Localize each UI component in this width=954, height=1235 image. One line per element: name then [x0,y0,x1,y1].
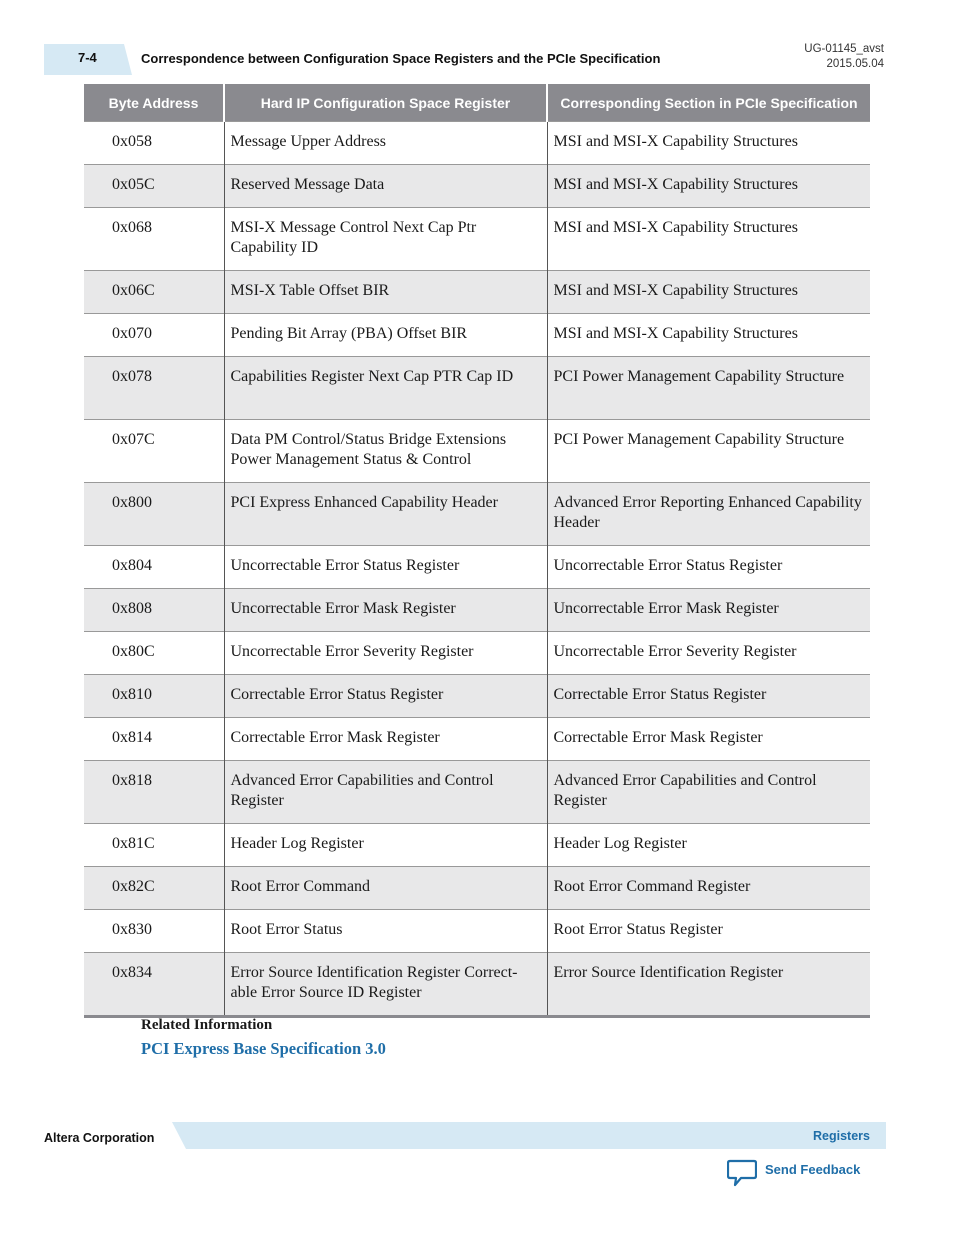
speech-bubble-icon[interactable] [727,1159,757,1187]
cell-byte-address: 0x800 [84,483,224,546]
table-row [84,420,870,483]
table-row [84,122,870,165]
cell-register: Correctable Error Mask Register [224,718,547,761]
cell-spec-section: MSI and MSI-X Capability Structures [547,122,870,165]
cell-byte-address: 0x804 [84,546,224,589]
cell-byte-address: 0x80C [84,632,224,675]
cell-spec-section: Uncorrectable Error Severity Register [547,632,870,675]
cell-byte-address: 0x05C [84,165,224,208]
table-header-row [84,84,870,122]
cell-spec-section: MSI and MSI-X Capability Structures [547,208,870,271]
document-date: 2015.05.04 [826,58,884,70]
cell-register: Capabilities Register Next Cap PTR Cap ID [224,357,547,420]
cell-byte-address: 0x830 [84,910,224,953]
cell-byte-address: 0x070 [84,314,224,357]
column-header-register: Hard IP Configuration Space Register [224,84,547,122]
footer-section-link[interactable]: Registers [813,1129,870,1143]
table-row [84,314,870,357]
cell-byte-address: 0x814 [84,718,224,761]
cell-spec-section: Uncorrectable Error Mask Register [547,589,870,632]
footer-band [172,1122,886,1149]
document-id-block [804,42,884,72]
cell-byte-address: 0x058 [84,122,224,165]
cell-byte-address: 0x06C [84,271,224,314]
page-title: Correspondence between Configuration Space Registers and the PCIe Specification [141,51,661,66]
cell-register: MSI-X Message Control Next Cap Ptr Capability ID [224,208,547,271]
cell-register: Uncorrectable Error Mask Register [224,589,547,632]
cell-register: Correctable Error Status Register [224,675,547,718]
table-row [84,483,870,546]
cell-spec-section: MSI and MSI-X Capability Structures [547,165,870,208]
table-row [84,953,870,1017]
cell-byte-address: 0x82C [84,867,224,910]
cell-spec-section: Root Error Status Register [547,910,870,953]
cell-register: PCI Express Enhanced Capability Header [224,483,547,546]
cell-register: Uncorrectable Error Status Register [224,546,547,589]
page-number: 7-4 [78,50,97,65]
cell-spec-section: Correctable Error Status Register [547,675,870,718]
cell-byte-address: 0x078 [84,357,224,420]
table-row [84,208,870,271]
cell-register: Error Source Identification Register Correct-able Error Source ID Register [224,953,547,1017]
cell-spec-section: Uncorrectable Error Status Register [547,546,870,589]
cell-byte-address: 0x068 [84,208,224,271]
cell-byte-address: 0x808 [84,589,224,632]
cell-byte-address: 0x818 [84,761,224,824]
cell-spec-section: Header Log Register [547,824,870,867]
cell-spec-section: MSI and MSI-X Capability Structures [547,271,870,314]
table-row [84,761,870,824]
cell-register: MSI-X Table Offset BIR [224,271,547,314]
table-row [84,589,870,632]
cell-spec-section: PCI Power Management Capability Structure [547,357,870,420]
cell-byte-address: 0x07C [84,420,224,483]
document-id: UG-01145_avst [804,43,884,55]
cell-spec-section: Advanced Error Reporting Enhanced Capability Header [547,483,870,546]
table-row [84,632,870,675]
table-row [84,675,870,718]
table-row [84,165,870,208]
cell-register: Reserved Message Data [224,165,547,208]
table-row [84,824,870,867]
cell-spec-section: Error Source Identification Register [547,953,870,1017]
cell-register: Header Log Register [224,824,547,867]
table-row [84,271,870,314]
cell-register: Data PM Control/Status Bridge Extensions Power Management Status & Control [224,420,547,483]
cell-spec-section: Correctable Error Mask Register [547,718,870,761]
cell-spec-section: Advanced Error Capabilities and Control Register [547,761,870,824]
footer-company: Altera Corporation [44,1131,155,1145]
column-header-byte-address: Byte Address [84,84,224,122]
related-information-label: Related Information [141,1017,273,1033]
cell-spec-section: Root Error Command Register [547,867,870,910]
cell-byte-address: 0x81C [84,824,224,867]
table-row [84,546,870,589]
register-table [84,84,870,1018]
table-row [84,718,870,761]
cell-spec-section: MSI and MSI-X Capability Structures [547,314,870,357]
table-row [84,867,870,910]
cell-register: Pending Bit Array (PBA) Offset BIR [224,314,547,357]
cell-register: Uncorrectable Error Severity Register [224,632,547,675]
cell-register: Advanced Error Capabilities and Control Register [224,761,547,824]
cell-spec-section: PCI Power Management Capability Structure [547,420,870,483]
cell-register: Root Error Status [224,910,547,953]
cell-register: Root Error Command [224,867,547,910]
column-header-spec-section: Corresponding Section in PCIe Specification [547,84,870,122]
send-feedback-link[interactable]: Send Feedback [765,1162,861,1177]
table-row [84,357,870,420]
cell-register: Message Upper Address [224,122,547,165]
cell-byte-address: 0x810 [84,675,224,718]
pcie-base-spec-link[interactable]: PCI Express Base Specification 3.0 [141,1039,386,1058]
table-row [84,910,870,953]
cell-byte-address: 0x834 [84,953,224,1017]
